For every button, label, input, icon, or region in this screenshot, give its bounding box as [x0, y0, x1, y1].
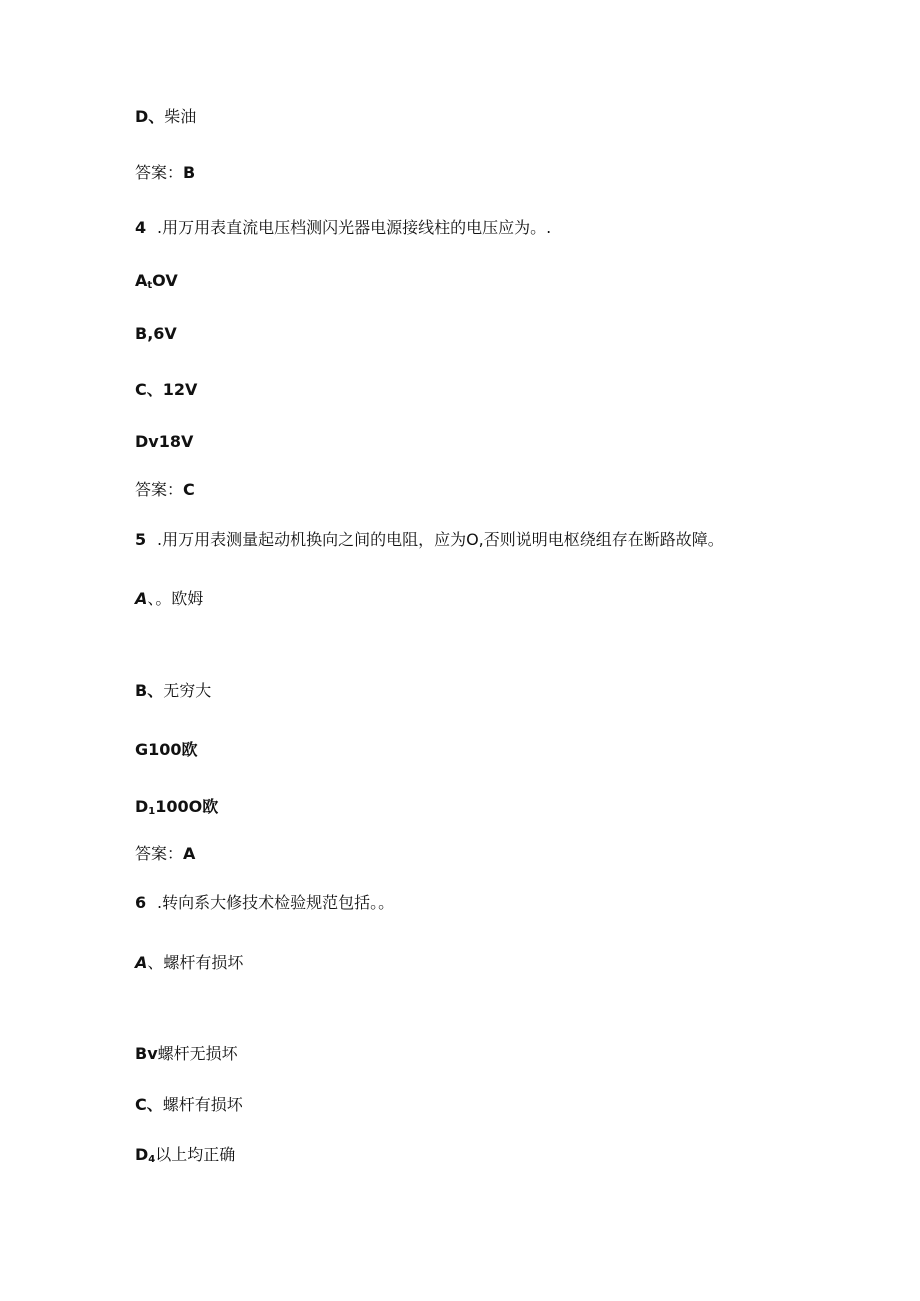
option-c-q6 [135, 1095, 243, 1115]
option-label: A [135, 589, 148, 608]
option-label-sub: 4 [148, 1154, 156, 1165]
option-text: 18V [158, 432, 194, 451]
option-label: D [135, 797, 149, 816]
option-label: B、 [135, 681, 164, 700]
question-number: 6 [135, 893, 147, 912]
option-text: 100O欧 [155, 797, 219, 816]
question-5 [135, 530, 724, 550]
option-text: 螺杆有损坏 [162, 1095, 243, 1114]
option-d-q4 [135, 432, 193, 452]
option-text: 螺杆无损坏 [157, 1044, 238, 1063]
question-number: 5 [135, 530, 147, 549]
answer-label: 答案： [135, 844, 184, 863]
option-label: A [135, 271, 148, 290]
option-b-q4 [135, 324, 177, 344]
option-label: C、 [135, 1095, 163, 1114]
question-text: .转向系大修技术检验规范包括。。 [157, 893, 395, 912]
option-label: Bv [135, 1044, 158, 1063]
answer-label: 答案： [135, 163, 184, 182]
option-label-sub: 1 [148, 806, 156, 817]
option-text: 6V [153, 324, 177, 343]
option-text: 100欧 [148, 740, 198, 759]
answer-q5 [135, 844, 195, 864]
option-label: C、 [135, 380, 163, 399]
option-text: 柴油 [164, 107, 197, 126]
option-label: B, [135, 324, 154, 343]
option-d-q6 [135, 1145, 235, 1170]
question-text: .用万用表直流电压档测闪光器电源接线柱的电压应为。. [157, 218, 552, 237]
option-label: Dv [135, 432, 159, 451]
option-c-q5 [135, 740, 198, 760]
answer-q4 [135, 480, 195, 500]
option-text: OV [152, 271, 178, 290]
answer-value: C [183, 480, 195, 499]
answer-label: 答案： [135, 480, 184, 499]
option-text: 、。欧姆 [147, 589, 204, 608]
answer-value: B [183, 163, 196, 182]
option-c-q4 [135, 380, 197, 400]
answer-q3 [135, 163, 195, 183]
question-text: .用万用表测量起动机换向之间的电阻，应为O,否则说明电枢绕组存在断路故障。 [157, 530, 724, 549]
option-b-q6 [135, 1044, 238, 1064]
option-label-sub: t [147, 280, 153, 291]
option-b-q5 [135, 681, 211, 701]
option-a-q4 [135, 271, 178, 296]
option-text: 、螺杆有损坏 [147, 953, 244, 972]
option-text: 以上均正确 [155, 1145, 236, 1164]
question-6 [135, 893, 394, 913]
option-text: 无穷大 [163, 681, 212, 700]
option-label: G [135, 740, 149, 759]
option-label: A [135, 953, 148, 972]
option-label: D、 [135, 107, 165, 126]
option-d-q3 [135, 107, 196, 127]
question-number: 4 [135, 218, 147, 237]
option-d-q5 [135, 797, 218, 822]
question-4 [135, 218, 551, 238]
option-text: 12V [162, 380, 198, 399]
option-a-q5 [135, 589, 203, 609]
option-label: D [135, 1145, 149, 1164]
answer-value: A [183, 844, 196, 863]
option-a-q6 [135, 953, 243, 973]
